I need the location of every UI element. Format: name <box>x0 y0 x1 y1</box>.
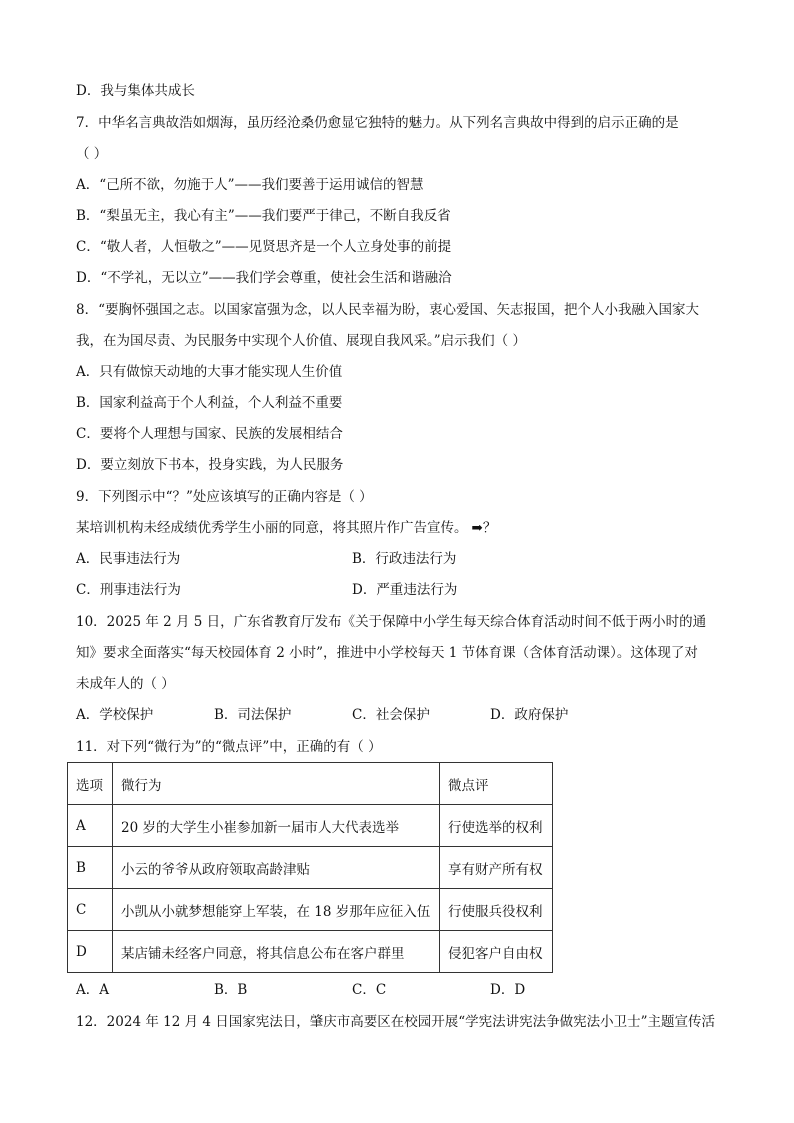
question-11-table <box>67 762 553 973</box>
table-row <box>68 805 553 847</box>
q7-option-c: C．“敬人者，人恒敬之”——见贤思齐是一个人立身处事的前提 <box>76 239 452 255</box>
q8-option-d: D．要立刻放下书本，投身实践，为人民服务 <box>76 457 344 473</box>
question-10-cont: 知》要求全面落实“每天校园体育 2 小时”，推进中小学校每天 1 节体育课（含体育活动课）。这体现了对 <box>76 645 698 661</box>
table-cell: B <box>68 847 113 889</box>
q8-option-a: A．只有做惊天动地的大事才能实现人生价值 <box>76 364 343 380</box>
question-9-diagram-text: 某培训机构未经成绩优秀学生小丽的同意，将其照片作广告宣传。 <box>76 520 468 536</box>
q10-option-a: A．学校保护 <box>76 707 154 723</box>
q9-option-b: B．行政违法行为 <box>352 551 457 567</box>
q8-option-c: C．要将个人理想与国家、民族的发展相结合 <box>76 426 343 442</box>
table-cell: 小凯从小就梦想能穿上军装，在 18 岁那年应征入伍 <box>113 889 440 931</box>
q7-option-b: B．“梨虽无主，我心有主”——我们要严于律己，不断自我反省 <box>76 208 451 224</box>
question-12: 12．2024 年 12 月 4 日国家宪法日，肇庆市高要区在校园开展“学宪法讲宪法争做宪法小卫士”主题宣传活 <box>76 1014 716 1030</box>
question-10-cont2: 未成年人的（ ） <box>76 676 175 692</box>
table-cell: 侵犯客户自由权 <box>440 931 553 973</box>
table-cell: 20 岁的大学生小崔参加新一届市人大代表选举 <box>113 805 440 847</box>
q8-option-b: B．国家利益高于个人利益，个人利益不重要 <box>76 395 343 411</box>
question-9: 9．下列图示中“？”处应该填写的正确内容是（ ） <box>76 489 373 505</box>
question-8-cont: 我，在为国尽责、为民服务中实现个人价值、展现自我风采。”启示我们（ ） <box>76 333 526 349</box>
table-cell: 行使服兵役权利 <box>440 889 553 931</box>
q7-option-a: A．“己所不欲，勿施于人”——我们要善于运用诚信的智慧 <box>76 177 424 193</box>
question-8: 8．“要胸怀强国之志。以国家富强为念，以人民幸福为盼，衷心爱国、矢志报国，把个人小我融入国家大 <box>76 302 699 318</box>
table-cell: C <box>68 889 113 931</box>
table-header-row <box>68 763 553 805</box>
question-11: 11．对下列“微行为”的“微点评”中，正确的有（ ） <box>76 739 382 755</box>
question-9-diagram-mark: ？ <box>482 520 497 536</box>
table-cell: 享有财产所有权 <box>440 847 553 889</box>
q10-option-d: D．政府保护 <box>490 707 569 723</box>
question-7: 7．中华名言典故浩如烟海，虽历经沧桑仍愈显它独特的魅力。从下列名言典故中得到的启示正确的是 <box>76 115 679 131</box>
table-row <box>68 847 553 889</box>
q9-option-c: C．刑事违法行为 <box>76 582 181 598</box>
table-header-cell: 选项 <box>68 763 113 805</box>
table-header-cell: 微行为 <box>113 763 440 805</box>
table-header-cell: 微点评 <box>440 763 553 805</box>
question-9-diagram <box>76 518 496 538</box>
q9-option-d: D．严重违法行为 <box>352 582 458 598</box>
q11-option-d: D．D <box>490 982 526 998</box>
table-cell: 某店铺未经客户同意，将其信息公布在客户群里 <box>113 931 440 973</box>
table-cell: 小云的爷爷从政府领取高龄津贴 <box>113 847 440 889</box>
table-cell: D <box>68 931 113 973</box>
table-cell: A <box>68 805 113 847</box>
q9-option-a: A．民事违法行为 <box>76 551 181 567</box>
table-cell: 行使选举的权利 <box>440 805 553 847</box>
table-row <box>68 889 553 931</box>
table-row <box>68 931 553 973</box>
question-10: 10．2025 年 2 月 5 日，广东省教育厅发布《关于保障中小学生每天综合体育活动时间不低于两小时的通 <box>76 614 707 630</box>
line-d-option: D．我与集体共成长 <box>76 83 195 99</box>
question-7-bracket: （ ） <box>76 146 108 162</box>
q11-option-b: B．B <box>214 982 248 998</box>
q10-option-c: C．社会保护 <box>352 707 430 723</box>
q7-option-d: D．“不学礼，无以立”——我们学会尊重，使社会生活和谐融洽 <box>76 270 452 286</box>
q10-option-b: B．司法保护 <box>214 707 292 723</box>
right-arrow-icon: ➡ <box>471 520 483 536</box>
q11-option-c: C．C <box>352 982 387 998</box>
q11-option-a: A．A <box>76 982 109 998</box>
